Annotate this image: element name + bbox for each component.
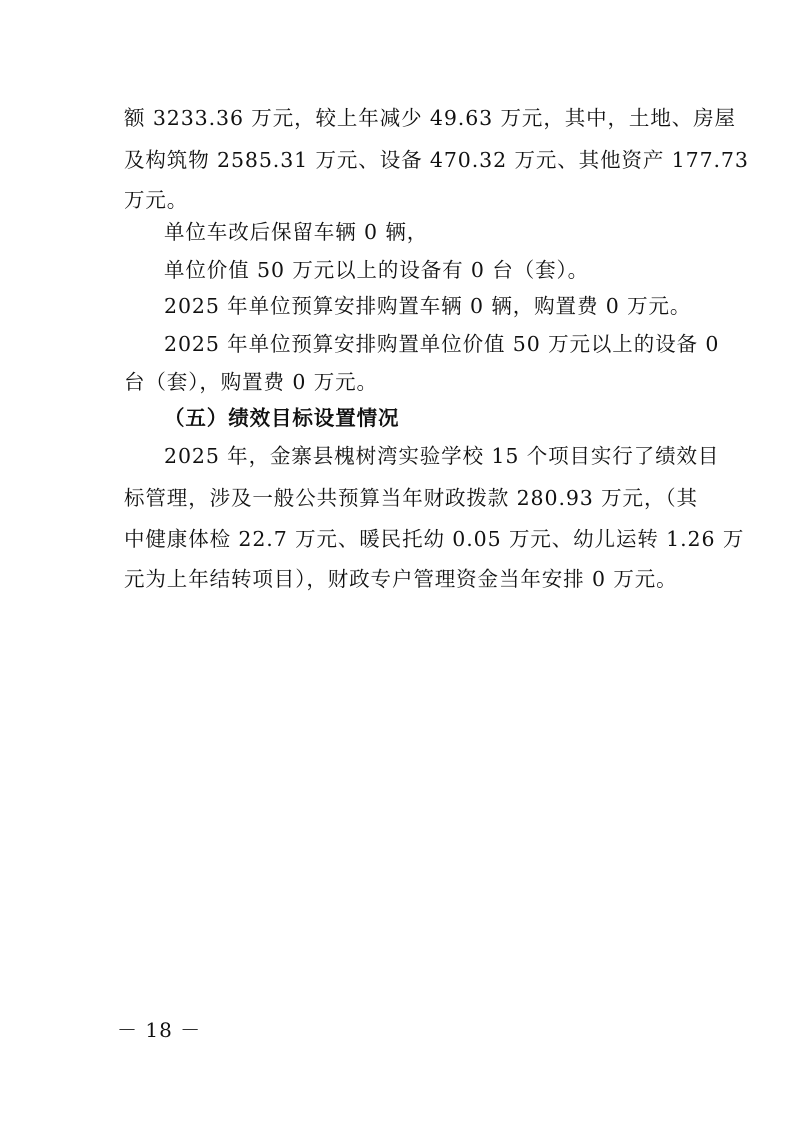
section-heading-performance: （五）绩效目标设置情况 xyxy=(164,406,400,430)
performance-text-line-4: 元为上年结转项目），财政专户管理资金当年安排 0 万元。 xyxy=(124,567,678,591)
performance-text-line-3: 中健康体检 22.7 万元、暖民托幼 0.05 万元、幼儿运转 1.26 万 xyxy=(124,527,745,551)
equipment-purchase-line-1: 2025 年单位预算安排购置单位价值 50 万元以上的设备 0 xyxy=(164,332,720,356)
page-number: － 18 － xyxy=(117,1018,202,1042)
body-text-line-1: 额 3233.36 万元，较上年减少 49.63 万元，其中，土地、房屋 xyxy=(124,106,736,130)
body-text-line-2: 及构筑物 2585.31 万元、设备 470.32 万元、其他资产 177.73 xyxy=(124,148,749,172)
vehicle-retained-line: 单位车改后保留车辆 0 辆， xyxy=(164,220,429,244)
vehicle-purchase-line: 2025 年单位预算安排购置车辆 0 辆，购置费 0 万元。 xyxy=(164,294,692,318)
body-text-line-3: 万元。 xyxy=(124,188,189,212)
equipment-count-line: 单位价值 50 万元以上的设备有 0 台（套）。 xyxy=(164,258,590,282)
equipment-purchase-line-2: 台（套），购置费 0 万元。 xyxy=(124,370,378,394)
performance-text-line-1: 2025 年，金寨县槐树湾实验学校 15 个项目实行了绩效目 xyxy=(164,444,720,468)
performance-text-line-2: 标管理，涉及一般公共预算当年财政拨款 280.93 万元，（其 xyxy=(124,486,698,510)
